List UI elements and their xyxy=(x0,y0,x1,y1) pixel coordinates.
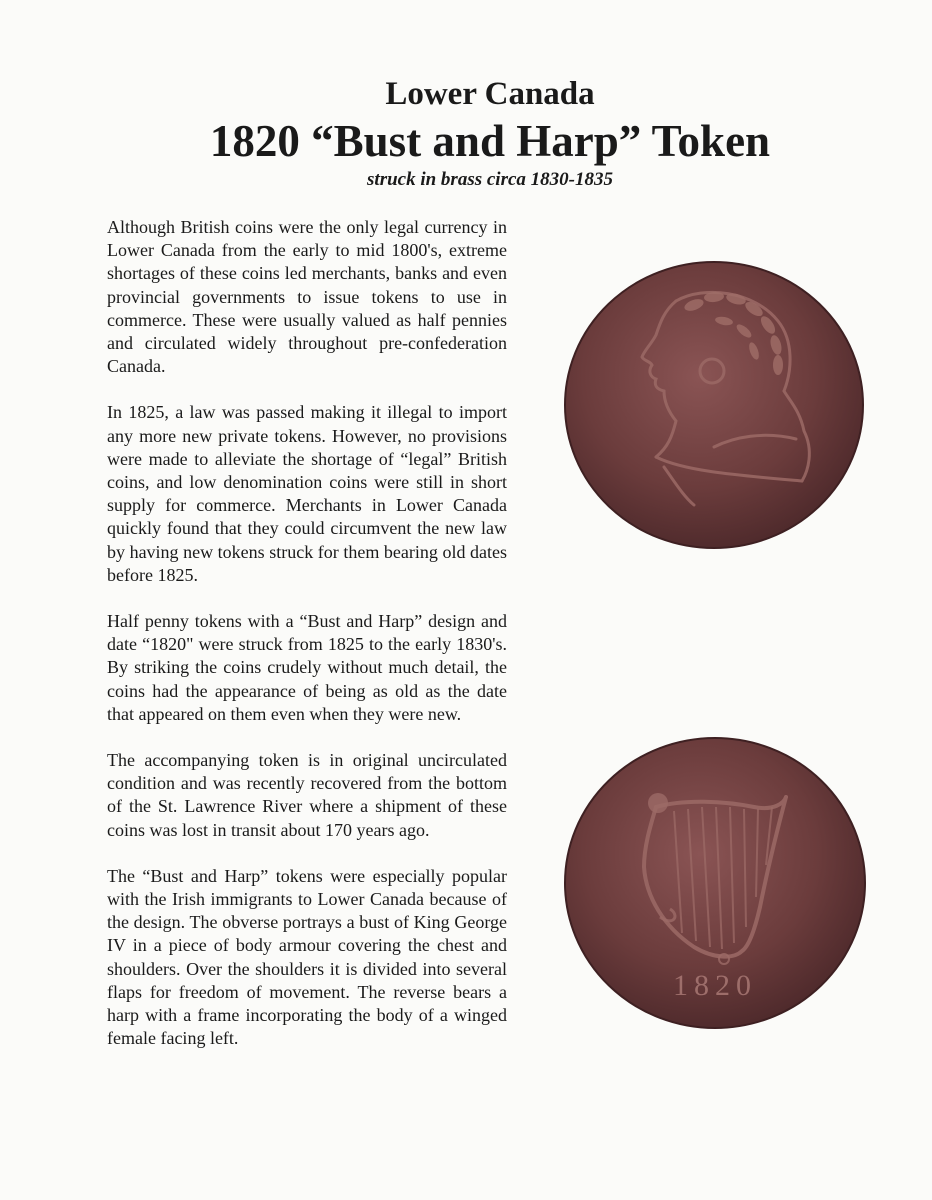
page-title: 1820 “Bust and Harp” Token xyxy=(209,116,771,166)
paragraph-recovery: The accompanying token is in original uncirculated condition and was recently recovered from the bottom of the St. Lawrence River where a shipment of these coins was lost in transit about 170 years ago. xyxy=(107,750,507,840)
coin-date: 1820 xyxy=(673,969,757,1002)
article-body xyxy=(107,216,507,1074)
paragraph-design-date: Half penny tokens with a “Bust and Harp” design and date “1820" were struck from 1825 to the early 1830's. By striking the coins crudely without much detail, the coins had the appearance of being as old as the date that appeared on them even when they were new. xyxy=(107,611,507,724)
paragraph-intro: Although British coins were the only legal currency in Lower Canada from the early to mid 1800's, extreme shortages of these coins led merchants, banks and even provincial governments to issue tokens to use in commerce. These were usually valued as half pennies and circulated widely throughout pre-confederation Canada. xyxy=(107,217,507,377)
harp-coin-graphic xyxy=(564,737,866,1029)
coin-reverse-image xyxy=(564,737,866,1029)
paragraph-law: In 1825, a law was passed making it illegal to import any more new private tokens. However, no provisions were made to alleviate the shortage of “legal” British coins, and low denomination coins were still in short supply for commerce. Merchants in Lower Canada quickly found that they could circumvent the new law by having new tokens struck for them bearing old dates before 1825. xyxy=(107,402,507,585)
page-subtitle: Lower Canada xyxy=(385,76,595,112)
page-tagline: struck in brass circa 1830-1835 xyxy=(367,169,613,190)
coin-obverse-image xyxy=(564,261,864,549)
bust-coin-graphic xyxy=(564,261,864,549)
title-block xyxy=(0,74,932,192)
paragraph-irish: The “Bust and Harp” tokens were especially popular with the Irish immigrants to Lower Canada because of the design. The obverse portrays a bust of King George IV in a piece of body armour covering the chest and shoulders. Over the shoulders it is divided into several flaps for freedom of movement. The reverse bears a harp with a frame incorporating the body of a winged female facing left. xyxy=(107,865,507,1049)
